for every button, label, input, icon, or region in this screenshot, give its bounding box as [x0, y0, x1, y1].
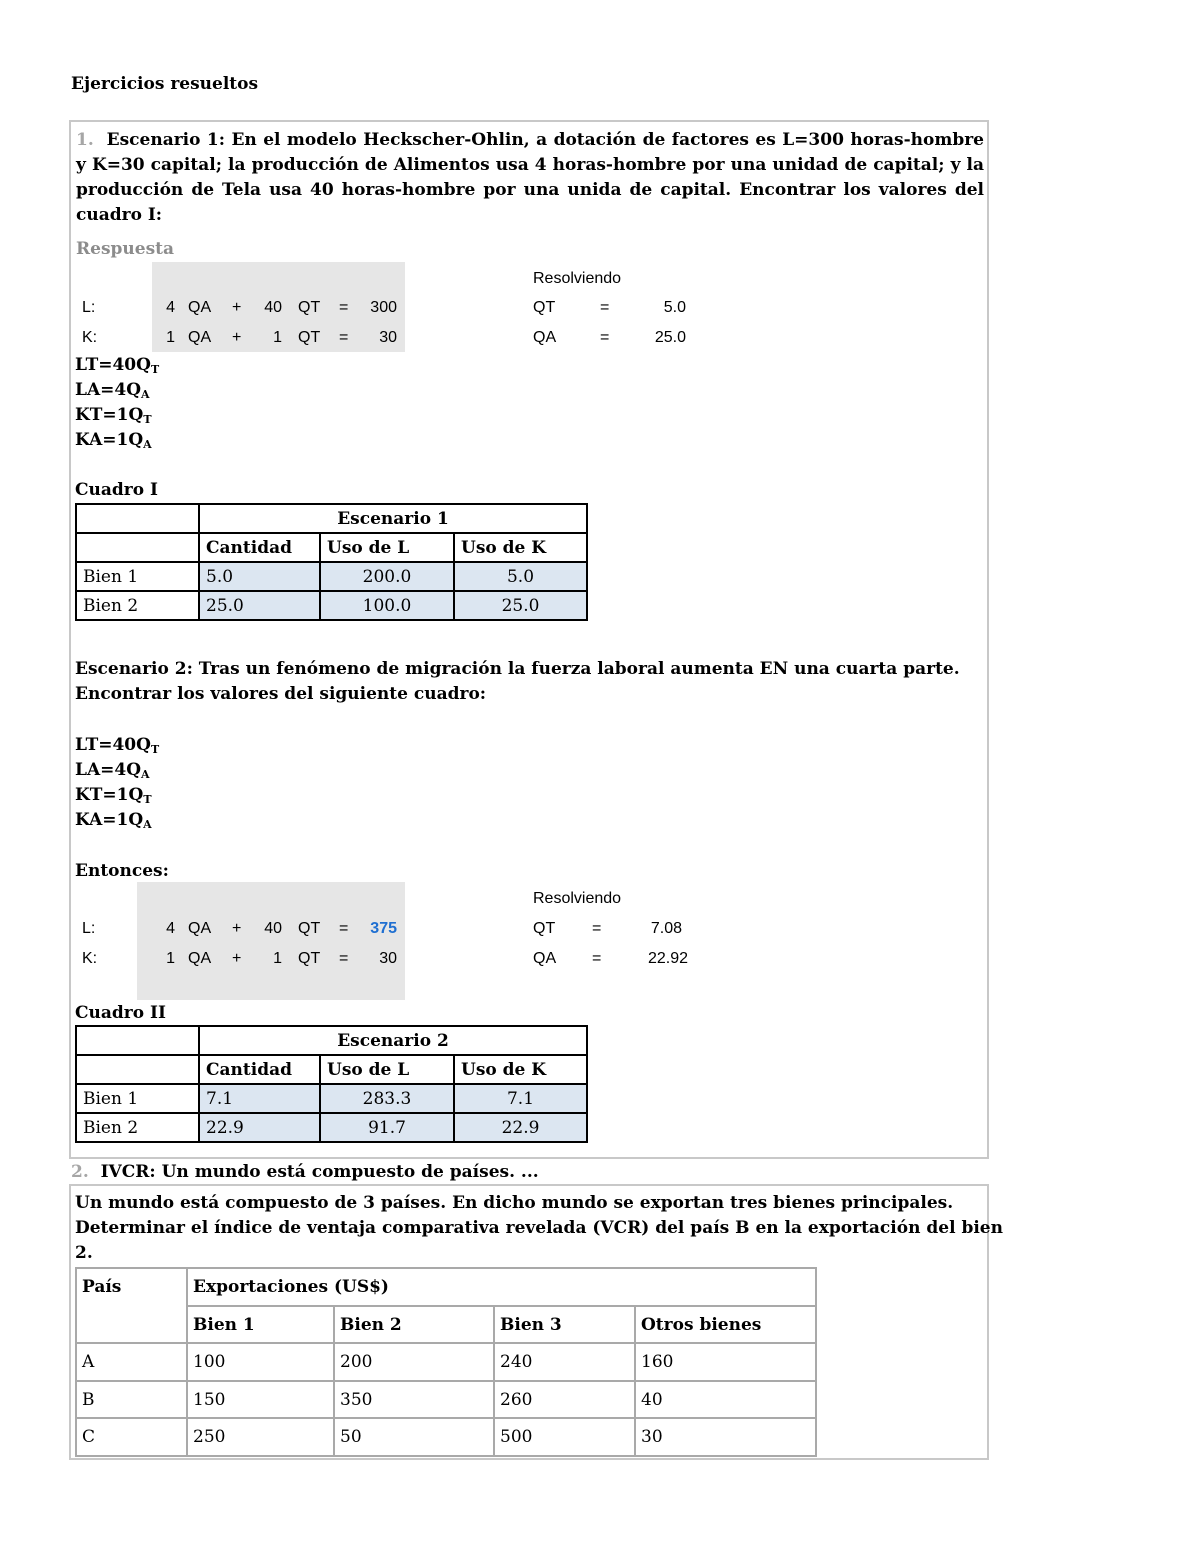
system-1-coef-a-L: 4	[166, 299, 175, 316]
system-1-result-qt-eq: =	[600, 299, 610, 316]
system-1-result-qa-value: 25.0	[654, 329, 686, 346]
system-1-plus-K: +	[232, 329, 242, 346]
cuadro-2-header-cantidad: Cantidad	[199, 1055, 320, 1084]
system-2-label-L: L:	[82, 920, 96, 937]
exports-cell: 250	[187, 1418, 334, 1456]
exercise-2-title-text: IVCR: Un mundo está compuesto de países. ...	[100, 1162, 539, 1182]
system-1-qt-L: QT	[298, 299, 321, 316]
exports-country: A	[76, 1343, 187, 1381]
exports-cell: 40	[635, 1381, 816, 1418]
exports-cell: 100	[187, 1343, 334, 1381]
table-row	[76, 591, 587, 620]
cuadro-1-row-label: Bien 2	[76, 591, 199, 620]
cuadro-1-cell: 100.0	[320, 591, 454, 620]
system-2-qa-L: QA	[188, 920, 212, 937]
scenario-2-text-1: Escenario 2: Tras un fenómeno de migración la fuerza laboral aumenta EN una cuarta parte.	[75, 659, 960, 679]
system-1-eq-L: =	[339, 299, 349, 316]
exports-header-bien-3: Bien 3	[494, 1306, 635, 1343]
exports-country: C	[76, 1418, 187, 1456]
exports-cell: 150	[187, 1381, 334, 1418]
cuadro-1-corner	[76, 504, 199, 533]
exercise-2-number: 2.	[71, 1162, 89, 1182]
cuadro-1-header-cantidad: Cantidad	[199, 533, 320, 562]
system-1-eq-K: =	[339, 329, 349, 346]
cuadro-2-scenario: Escenario 2	[199, 1026, 587, 1055]
exercise-2-title	[71, 1162, 539, 1182]
relation-la: $LA=4Q_A$	[75, 380, 150, 401]
scenario-2-text-2: Encontrar los valores del siguiente cuadro:	[75, 684, 487, 704]
system-2-coef-b-K: 1	[273, 950, 282, 967]
exercise-1-text: Escenario 1: En el modelo Heckscher-Ohlin, a dotación de factores es L=300 horas-hombre y K=30 capital; la producción de Alimentos usa 4 horas-hombre por una unidad de capital; y la producción de Tela usa 40 horas-hombre por una unida de capital. Encontrar los valores del cuadro I:	[76, 130, 985, 225]
system-2-plus-K: +	[232, 950, 242, 967]
system-1-label-K: K:	[82, 329, 98, 346]
exports-cell: 350	[334, 1381, 494, 1418]
exports-header-bien-2: Bien 2	[334, 1306, 494, 1343]
system-1-result-qt-value: 5.0	[663, 299, 686, 316]
exports-cell: 500	[494, 1418, 635, 1456]
system-2-coef-a-L: 4	[166, 920, 175, 937]
cuadro-2-row-label: Bien 1	[76, 1084, 199, 1113]
system-1-rhs-L: 300	[370, 299, 397, 316]
system-1-coef-a-K: 1	[166, 329, 175, 346]
cuadro-2-title: Cuadro II	[75, 1003, 166, 1023]
table-row	[76, 1084, 587, 1113]
system-2-shade	[137, 882, 405, 1000]
system-1-result-qt-name: QT	[533, 299, 556, 316]
system-2-qt-L: QT	[298, 920, 321, 937]
cuadro-1-scenario: Escenario 1	[199, 504, 587, 533]
exercise-2-text-2: Determinar el índice de ventaja comparativa revelada (VCR) del país B en la exportación del bien	[75, 1218, 1003, 1238]
system-1-label-L: L:	[82, 299, 96, 316]
cuadro-2-cell: 7.1	[454, 1084, 587, 1113]
relation-kt: $KT=1Q_T$	[75, 405, 152, 426]
exports-cell: 240	[494, 1343, 635, 1381]
cuadro-2-cell: 22.9	[199, 1113, 320, 1142]
table-row	[76, 1343, 816, 1381]
table-row	[76, 1418, 816, 1456]
table-row	[76, 1381, 816, 1418]
system-2-result-qt-value: 7.08	[650, 920, 682, 937]
system-1-qt-K: QT	[298, 329, 321, 346]
exports-cell: 160	[635, 1343, 816, 1381]
exercise-2-text-1: Un mundo está compuesto de 3 países. En dicho mundo se exportan tres bienes principales.	[75, 1193, 954, 1213]
cuadro-1-row-label: Bien 1	[76, 562, 199, 591]
cuadro-1-header-uso-l: Uso de L	[320, 533, 454, 562]
cuadro-1-cell: 25.0	[454, 591, 587, 620]
exercise-2-text-3: 2.	[75, 1243, 93, 1263]
cuadro-1-title: Cuadro I	[75, 480, 158, 500]
system-2-result-qa-name: QA	[533, 950, 557, 967]
system-1-plus-L: +	[232, 299, 242, 316]
system-2-result-qt-eq: =	[592, 920, 602, 937]
system-1-result-qa-name: QA	[533, 329, 557, 346]
relation-lt: $LT=40Q_T$	[75, 355, 160, 376]
exports-cell: 50	[334, 1418, 494, 1456]
system-2-rhs-K: 30	[379, 950, 397, 967]
cuadro-1-header-uso-k: Uso de K	[454, 533, 587, 562]
table-row	[76, 1113, 587, 1142]
system-1-result-qa-eq: =	[600, 329, 610, 346]
system-2-result-qt-name: QT	[533, 920, 556, 937]
cuadro-2-cell: 7.1	[199, 1084, 320, 1113]
system-2-rhs-L: 375	[370, 920, 397, 937]
cuadro-2-header-uso-l: Uso de L	[320, 1055, 454, 1084]
system-2-coef-a-K: 1	[166, 950, 175, 967]
exercise-1-statement	[76, 128, 984, 228]
relation-2-la: $LA=4Q_A$	[75, 760, 150, 781]
exports-header-bien-1: Bien 1	[187, 1306, 334, 1343]
system-2-plus-L: +	[232, 920, 242, 937]
relation-2-ka: $KA=1Q_A$	[75, 810, 152, 831]
cuadro-2-empty	[76, 1055, 199, 1084]
system-2-result-qa-eq: =	[592, 950, 602, 967]
exports-cell: 260	[494, 1381, 635, 1418]
system-2-eq-L: =	[339, 920, 349, 937]
exports-header-otros: Otros bienes	[635, 1306, 816, 1343]
table-row	[76, 562, 587, 591]
cuadro-1-table	[75, 503, 588, 621]
system-2-qa-K: QA	[188, 950, 212, 967]
system-1-coef-b-L: 40	[264, 299, 282, 316]
system-2-resolviendo: Resolviendo	[533, 890, 622, 907]
cuadro-1-cell: 25.0	[199, 591, 320, 620]
system-2-qt-K: QT	[298, 950, 321, 967]
cuadro-2-header-uso-k: Uso de K	[454, 1055, 587, 1084]
exports-cell: 200	[334, 1343, 494, 1381]
exports-cell: 30	[635, 1418, 816, 1456]
exercise-1-number: 1.	[76, 130, 94, 150]
cuadro-1-empty	[76, 533, 199, 562]
entonces-label: Entonces:	[75, 861, 169, 881]
respuesta-label: Respuesta	[76, 239, 175, 259]
exports-header-pais: País	[76, 1268, 187, 1343]
system-2-result-qa-value: 22.92	[647, 950, 688, 967]
cuadro-1-cell: 200.0	[320, 562, 454, 591]
exports-header-group: Exportaciones (US$)	[187, 1268, 816, 1306]
cuadro-2-cell: 283.3	[320, 1084, 454, 1113]
system-2-eq-K: =	[339, 950, 349, 967]
exports-table	[75, 1267, 817, 1457]
cuadro-2-corner	[76, 1026, 199, 1055]
system-2-coef-b-L: 40	[264, 920, 282, 937]
cuadro-2-row-label: Bien 2	[76, 1113, 199, 1142]
cuadro-1-cell: 5.0	[454, 562, 587, 591]
exports-country: B	[76, 1381, 187, 1418]
cuadro-2-table	[75, 1025, 588, 1143]
system-1-qa-K: QA	[188, 329, 212, 346]
relation-2-lt: $LT=40Q_T$	[75, 735, 160, 756]
relation-2-kt: $KT=1Q_T$	[75, 785, 152, 806]
system-1-qa-L: QA	[188, 299, 212, 316]
system-1-resolviendo: Resolviendo	[533, 270, 622, 287]
page-heading: Ejercicios resueltos	[71, 74, 259, 94]
system-2-label-K: K:	[82, 950, 98, 967]
cuadro-2-cell: 91.7	[320, 1113, 454, 1142]
cuadro-1-cell: 5.0	[199, 562, 320, 591]
system-1-rhs-K: 30	[379, 329, 397, 346]
system-1-coef-b-K: 1	[273, 329, 282, 346]
cuadro-2-cell: 22.9	[454, 1113, 587, 1142]
relation-ka: $KA=1Q_A$	[75, 430, 152, 451]
